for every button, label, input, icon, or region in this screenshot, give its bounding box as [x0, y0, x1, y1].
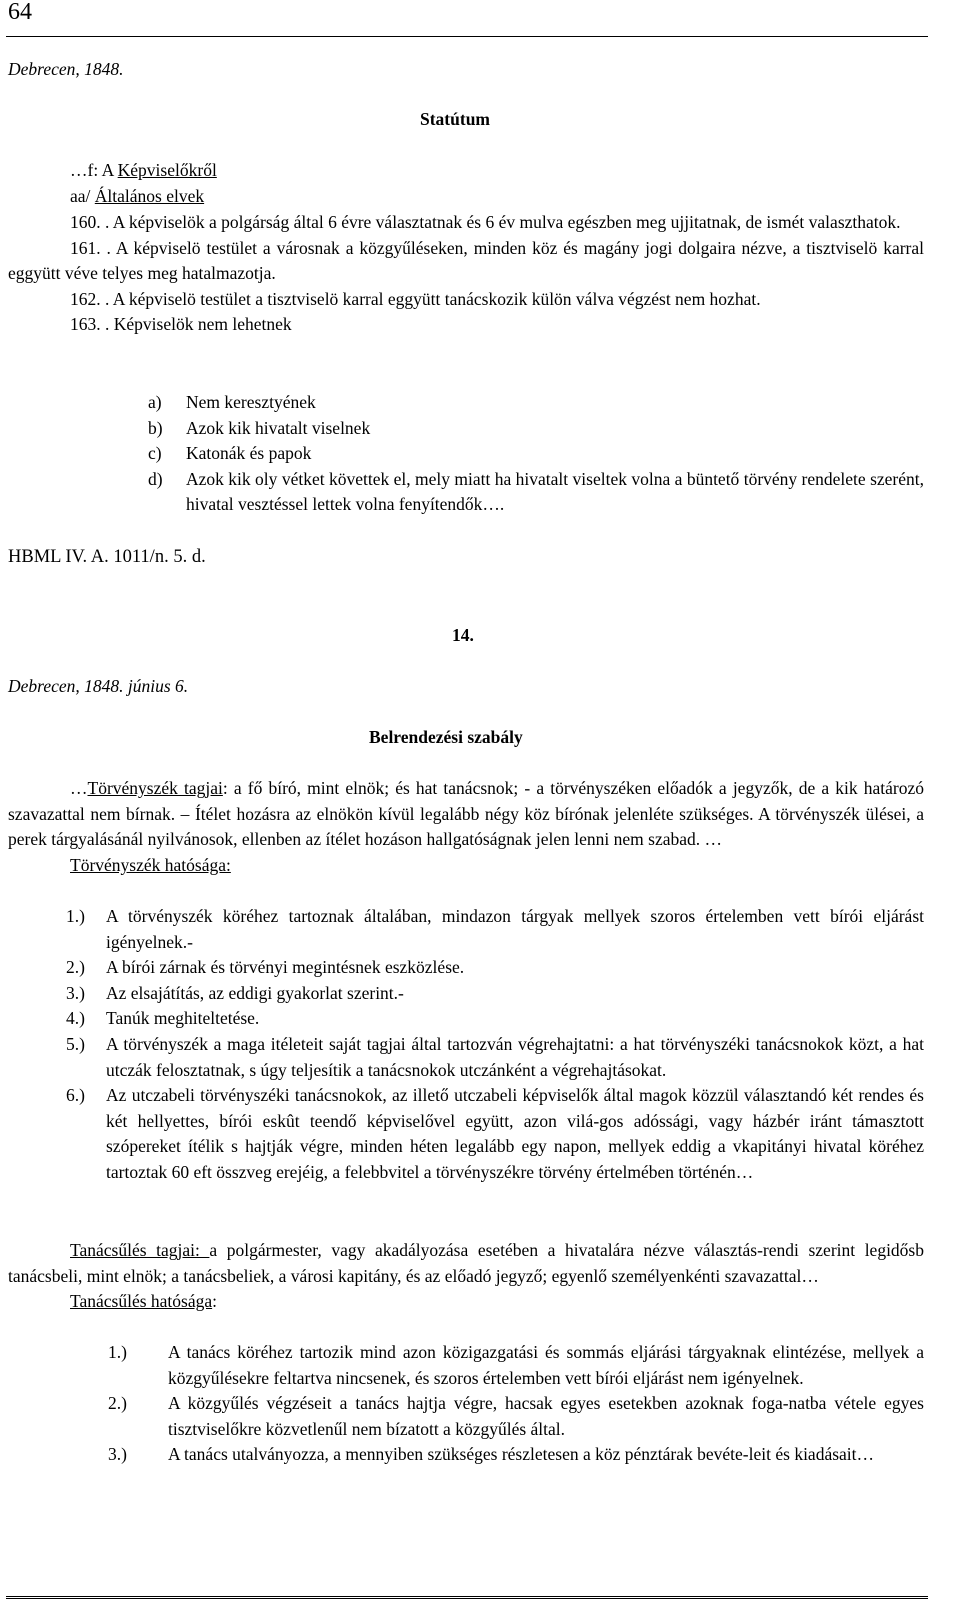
section-prefix: …f: A [70, 160, 118, 180]
doc1-place-date: Debrecen, 1848. [8, 59, 124, 79]
header-rule [6, 36, 928, 37]
list-item: 6.) Az utczabeli törvényszéki tanácsnokok, az illető utczabeli képviselők által magok közzül választandó két rendes és két hellyettes, bírói eskût teendő képviselővel együtt, azon vilá-gos adóssági, vagy házbér iránt támasztott szópereket ítélik s hajtják végre, minden héten legalább egy napon, mellyek eddig a vkapitányi hivatal köréhez tartoztak 60 eft összveg erejéig, a felebbvitel a törvényszékre törvény értelmében történén… [66, 1085, 924, 1182]
paragraph-161: 161. . A képviselö testület a városnak a közgyűléseken, minden köz és magány jogi dolgaira nézve, a tisztviselö karral eggyütt véve telyes meg hatalmazotja. [8, 237, 924, 284]
council-authority-list [108, 1340, 924, 1468]
paragraph-court-members: …Törvényszék tagjai: a fő bíró, mint elnök; és hat tanácsnok; - a törvényszéken előadók a jegyzők, de a kik határozó szavazattal nem bírnak. – Ítélet hozásra az elnökön kívül legalább négy köz bírónak jelenléte szükséges. A törvényszék ülései, a perek tárgyalásánál nyilvánosok, ellenben az ítélet hozáson hallgatóságnak jelen lenni nem szabad. … [8, 778, 924, 850]
page-number: 64 [8, 0, 32, 25]
paragraph-160: 160. . A képviselök a polgárság által 6 évre választatnak és 6 év mulva egészben meg ujjitatnak, de ismét valaszthatok. [70, 212, 901, 232]
doc2-place-date: Debrecen, 1848. június 6. [8, 676, 189, 696]
list-item: 3.) Az elsajátítás, az eddigi gyakorlat szerint.- [66, 982, 404, 1003]
list-item: c) Katonák és papok [148, 443, 312, 464]
council-authority-heading: Tanácsűlés hatósága: [70, 1291, 217, 1312]
list-item: 4.) Tanúk meghiteltetése. [66, 1008, 260, 1029]
section-title: Képviselőkről [117, 160, 217, 180]
list-item: b) Azok kik hivatalt viselnek [148, 417, 371, 438]
doc1-title: Statútum [420, 109, 491, 129]
list-item: a) Nem keresztyének [148, 392, 316, 412]
list-item: 1.) A törvényszék köréhez tartoznak általában, mindazon tárgyak mellyek szoros értelemben vett bírói eljárást igényelnek.- [66, 906, 924, 952]
footer-rule [6, 1596, 928, 1601]
court-authority-heading: Törvényszék hatósága: [70, 854, 231, 875]
paragraph-council-members: Tanácsűlés tagjai: a polgármester, vagy akadályozása esetében a hivatalára nézve választás-rendi szerint legidősb tanácsbeli, mint elnök; a tanácsbeliek, a városi kapitány, és az előadó jegyző; egyenlő személyenkénti szavazattal… [8, 1240, 924, 1286]
council-members-heading: Tanácsűlés tagjai: [70, 1240, 210, 1260]
subsection-title: Általános elvek [94, 186, 205, 206]
doc2-title: Belrendezési szabály [369, 727, 523, 747]
court-members-heading: Törvényszék tagjai [87, 778, 223, 798]
doc2-number: 14. [452, 625, 474, 645]
list-item: 3.) A tanács utalványozza, a mennyiben szükséges részletesen a köz pénztárak bevéte-leit és kiadásait… [108, 1444, 875, 1465]
doc1-section-heading [70, 158, 217, 184]
list-item: d) Azok kik oly vétket követtek el, mely miatt ha hivatalt viseltek volna a büntető törvény rendelete szerént, hivatal vesztéssel lettek volna fenyítendők…. [148, 468, 924, 515]
subsection-prefix: aa/ [70, 186, 95, 206]
doc1-list [148, 390, 924, 518]
doc1-source-reference: HBML IV. A. 1011/n. 5. d. [8, 547, 206, 567]
court-authority-list [66, 904, 924, 1186]
paragraph-163: 163. . Képviselök nem lehetnek [70, 314, 292, 335]
list-item: 5.) A törvényszék a maga itéleteit saját tagjai által tartozván végrehajtatni: a hat törvényszéki tanácsnokok közt, a hat utczák felosztatnak, s úgy teljesítik a tanácsnokok utczánként a végrehajtásokat. [66, 1033, 924, 1080]
doc1-subsection-heading [70, 184, 204, 210]
list-item: 1.) A tanács köréhez tartozik mind azon közigazgatási és sommás eljárási tárgyaknak elintézése, mellyek a közgyűlésekre feltartva nincsenek, és szoros értelemben vett bírói eljárást nem igényelnek. [108, 1342, 924, 1388]
list-item: 2.) A közgyűlés végzéseit a tanács hajtja végre, hacsak egyes esetekben azoknak foga-natba vétele egyes tisztviselőkre közvetlenűl nem bízatott a közgyűlés által. [108, 1393, 924, 1439]
list-item: 2.) A bírói zárnak és törvényi megintésnek eszközlése. [66, 957, 465, 978]
paragraph-162: 162. . A képviselö testület a tisztviselö karral eggyütt tanácskozik külön válva végzést nem hozhat. [70, 288, 761, 309]
